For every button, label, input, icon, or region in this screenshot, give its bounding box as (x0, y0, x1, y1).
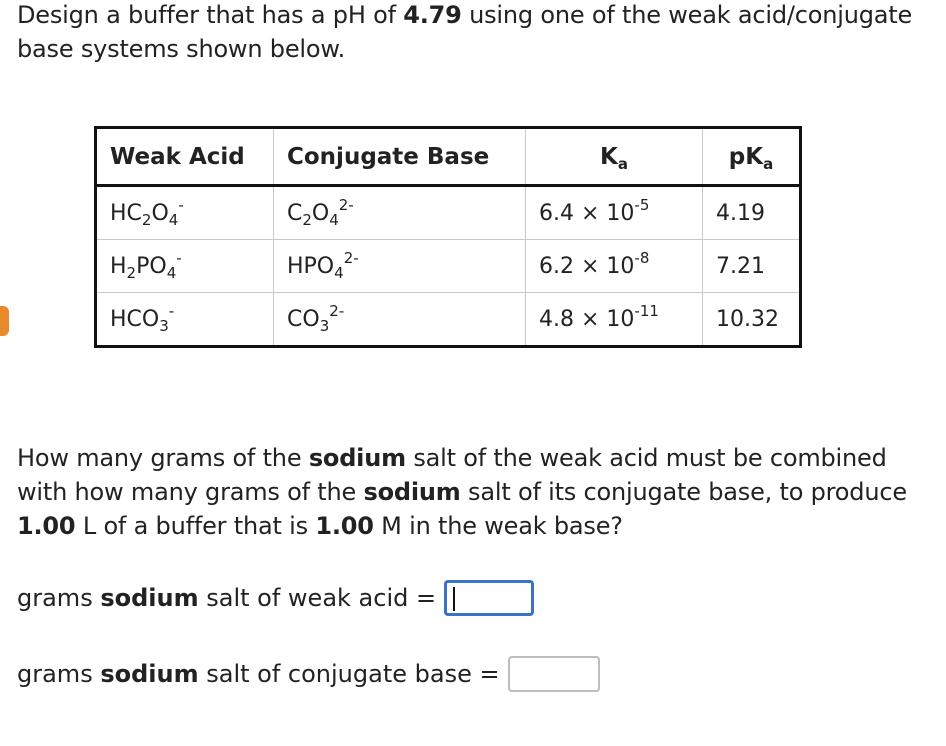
header-weak-acid: Weak Acid (96, 128, 274, 186)
pka-cell: 4.19 (703, 186, 801, 240)
header-ka: $K_a$ (526, 128, 703, 186)
table-row (96, 293, 801, 347)
pka-cell: 7.21 (703, 240, 801, 293)
weak-acid-cell: $H_2PO_4^-$ (96, 240, 274, 293)
target-ph: 4.79 (403, 1, 462, 29)
weak-acid-answer-row (17, 580, 534, 616)
conjugate-base-cell: $CO_3^{2-}$ (274, 293, 526, 347)
header-pka: $pK_a$ (703, 128, 801, 186)
weak-acid-answer-label: grams sodium salt of weak acid = (17, 584, 437, 612)
conjugate-base-grams-input[interactable] (508, 656, 600, 692)
table-row (96, 240, 801, 293)
conjugate-base-answer-label: grams sodium salt of conjugate base = (17, 660, 500, 688)
weak-acid-cell: $HC_2O_4^-$ (110, 195, 184, 229)
conjugate-base-answer-row (17, 656, 600, 692)
pka-cell: 10.32 (703, 293, 801, 347)
acid-base-table (94, 126, 802, 348)
ka-cell: $4.8 \times 10^{-11}$ (526, 293, 703, 347)
edge-marker (0, 306, 9, 336)
text-cursor (453, 587, 455, 611)
header-conjugate-base: Conjugate Base (274, 128, 526, 186)
conjugate-base-cell: $C_2O_4^{2-}$ (274, 186, 526, 240)
question-text: How many grams of the sodium salt of the weak acid must be combined with how many grams of the sodium salt of its conjugate base, to produce 1.00 L of a buffer that is 1.00 M in the weak base? (17, 444, 907, 540)
weak-acid-grams-input[interactable] (444, 580, 534, 616)
ka-cell: $6.4 \times 10^{-5}$ (526, 186, 703, 240)
table-row (96, 186, 801, 240)
intro-text: Design a buffer that has a pH of 4.79 using one of the weak acid/conjugate base systems shown below. (17, 1, 913, 63)
conjugate-base-cell: $HPO_4^{2-}$ (274, 240, 526, 293)
weak-acid-cell: $HCO_3^-$ (96, 293, 274, 347)
table-header-row (96, 128, 801, 186)
ka-cell: $6.2 \times 10^{-8}$ (526, 240, 703, 293)
